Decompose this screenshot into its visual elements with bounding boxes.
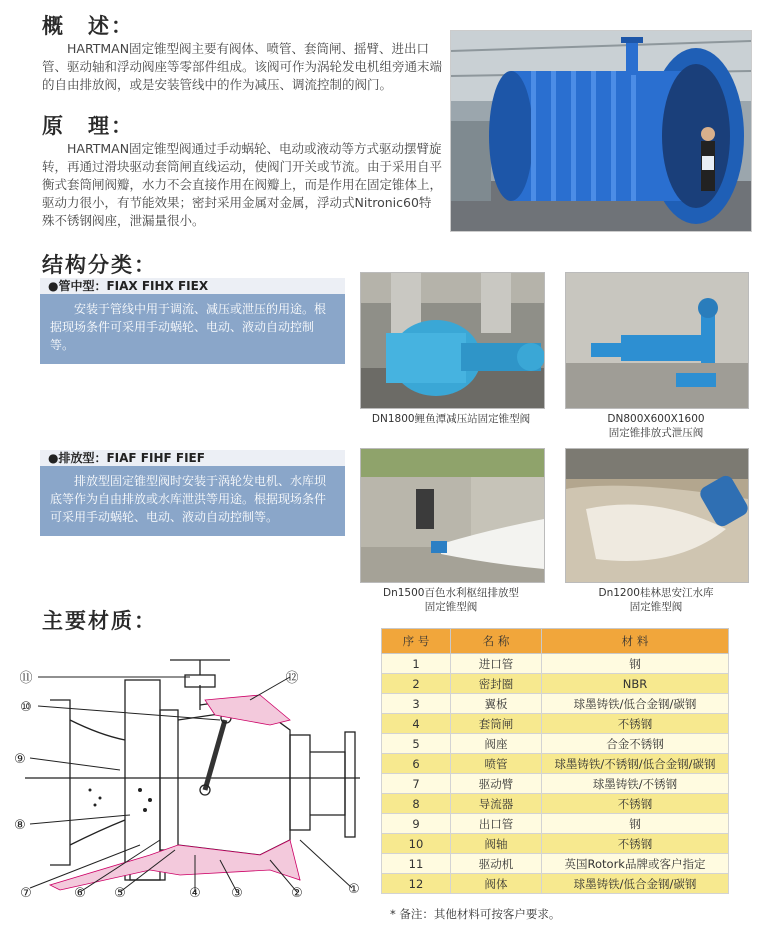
diagram-label-12: ⑫ <box>285 671 299 686</box>
caption-dn1500: Dn1500百色水利枢纽排放型 固定锥型阀 <box>383 587 519 613</box>
photo-dn1500 <box>360 448 545 583</box>
pipe-type-box <box>40 278 345 364</box>
table-row <box>382 734 729 754</box>
cell-name: 进口管 <box>451 654 542 674</box>
cell-no: 12 <box>382 874 451 894</box>
cell-material: 不锈钢 <box>542 834 729 854</box>
hero-valve-photo <box>450 30 752 232</box>
principle-text: HARTMAN固定锥型阀通过手动蜗轮、电动或液动等方式驱动摆臂旋转，再通过滑块驱动套筒闸直线运动，使阀门开关或节流。由于采用自平衡式套筒闸阀瓣，水力不会直接作用在阀瓣上，而是作用在固定锥体上，驱动力很小，有节能效果；密封采用金属对金属，浮动式Nitronic60特殊不锈钢阀座，泄漏量很小。 <box>42 141 443 228</box>
table-row <box>382 874 729 894</box>
materials-table <box>381 628 729 894</box>
cell-material: 球墨铸铁/不锈钢/低合金钢/碳钢 <box>542 754 729 774</box>
cell-name: 阀体 <box>451 874 542 894</box>
caption-dn1200: Dn1200桂林思安江水库 固定锥型阀 <box>598 587 714 613</box>
cell-no: 7 <box>382 774 451 794</box>
cell-name: 翼板 <box>451 694 542 714</box>
table-row <box>382 834 729 854</box>
cell-name: 驱动机 <box>451 854 542 874</box>
cell-name: 驱动臂 <box>451 774 542 794</box>
cell-material: NBR <box>542 674 729 694</box>
diagram-label-8: ⑧ <box>14 818 26 833</box>
col-header-material: 材 料 <box>542 629 729 654</box>
table-row <box>382 774 729 794</box>
cell-no: 1 <box>382 654 451 674</box>
table-row <box>382 754 729 774</box>
cell-no: 11 <box>382 854 451 874</box>
diagram-label-4: ④ <box>189 886 201 901</box>
cell-name: 阀轴 <box>451 834 542 854</box>
cell-name: 喷管 <box>451 754 542 774</box>
photo-dn1200 <box>565 448 749 583</box>
discharge-type-box <box>40 450 345 536</box>
cell-no: 8 <box>382 794 451 814</box>
cell-name: 导流器 <box>451 794 542 814</box>
table-row <box>382 654 729 674</box>
caption-dn1800: DN1800鲤鱼潭减压站固定锥型阀 <box>371 413 531 425</box>
cell-no: 3 <box>382 694 451 714</box>
cell-no: 5 <box>382 734 451 754</box>
table-row <box>382 674 729 694</box>
cell-no: 9 <box>382 814 451 834</box>
diagram-label-9: ⑨ <box>14 752 26 767</box>
pipe-type-text: 安装于管线中用于调流、减压或泄压的用途。根据现场条件可采用手动蜗轮、电动、液动自动控制等。 <box>50 302 327 352</box>
diagram-label-7: ⑦ <box>20 886 32 901</box>
overview-text: HARTMAN固定锥型阀主要有阀体、喷管、套筒闸、摇臂、进出口管、驱动轴和浮动阀座等零部件组成。该阀可作为涡轮发电机组旁通末端的自由排放阀，或是安装管线中的作为减压、调流控制的阀门。 <box>42 41 443 92</box>
cell-name: 阀座 <box>451 734 542 754</box>
table-row <box>382 694 729 714</box>
cell-material: 钢 <box>542 654 729 674</box>
diagram-label-5: ⑤ <box>114 886 126 901</box>
cell-material: 英国Rotork品牌或客户指定 <box>542 854 729 874</box>
cell-no: 4 <box>382 714 451 734</box>
cell-material: 球墨铸铁/低合金钢/碳钢 <box>542 874 729 894</box>
cell-material: 球墨铸铁/不锈钢 <box>542 774 729 794</box>
photo-dn800 <box>565 272 749 409</box>
diagram-label-3: ③ <box>231 886 243 901</box>
table-row <box>382 714 729 734</box>
cell-name: 密封圈 <box>451 674 542 694</box>
cell-no: 6 <box>382 754 451 774</box>
cell-material: 不锈钢 <box>542 714 729 734</box>
photo-dn1800 <box>360 272 545 409</box>
cell-material: 合金不锈钢 <box>542 734 729 754</box>
principle-title: 原 理： <box>42 114 134 138</box>
table-row <box>382 794 729 814</box>
table-row <box>382 814 729 834</box>
structure-title: 结构分类： <box>42 253 157 277</box>
cell-material: 不锈钢 <box>542 794 729 814</box>
cell-name: 套筒闸 <box>451 714 542 734</box>
discharge-type-text: 排放型固定锥型阀时安装于涡轮发电机、水库坝底等作为自由排放或水库泄洪等用途。根据现场条件可采用手动蜗轮、电动、液动自动控制等。 <box>50 474 327 524</box>
cell-no: 2 <box>382 674 451 694</box>
discharge-type-heading: ●排放型：FIAF FIHF FIEF <box>40 450 345 466</box>
cell-no: 10 <box>382 834 451 854</box>
diagram-label-2: ② <box>291 886 303 901</box>
diagram-label-10: ⑩ <box>20 700 32 715</box>
diagram-label-6: ⑥ <box>74 886 86 901</box>
pipe-type-heading: ●管中型：FIAX FIHX FIEX <box>40 278 345 294</box>
caption-dn800: DN800X600X1600 固定锥排放式泄压阀 <box>607 413 705 439</box>
diagram-label-1: ① <box>348 882 360 897</box>
materials-note: * 备注：其他材料可按客户要求。 <box>390 907 561 921</box>
col-header-no: 序 号 <box>382 629 451 654</box>
cell-material: 球墨铸铁/低合金钢/碳钢 <box>542 694 729 714</box>
materials-title: 主要材质： <box>42 609 157 633</box>
overview-title: 概 述： <box>42 14 134 38</box>
table-row <box>382 854 729 874</box>
diagram-label-11: ⑪ <box>19 671 33 686</box>
cell-material: 钢 <box>542 814 729 834</box>
materials-header-row <box>382 629 729 654</box>
col-header-name: 名 称 <box>451 629 542 654</box>
cell-name: 出口管 <box>451 814 542 834</box>
valve-section-diagram <box>0 640 372 926</box>
